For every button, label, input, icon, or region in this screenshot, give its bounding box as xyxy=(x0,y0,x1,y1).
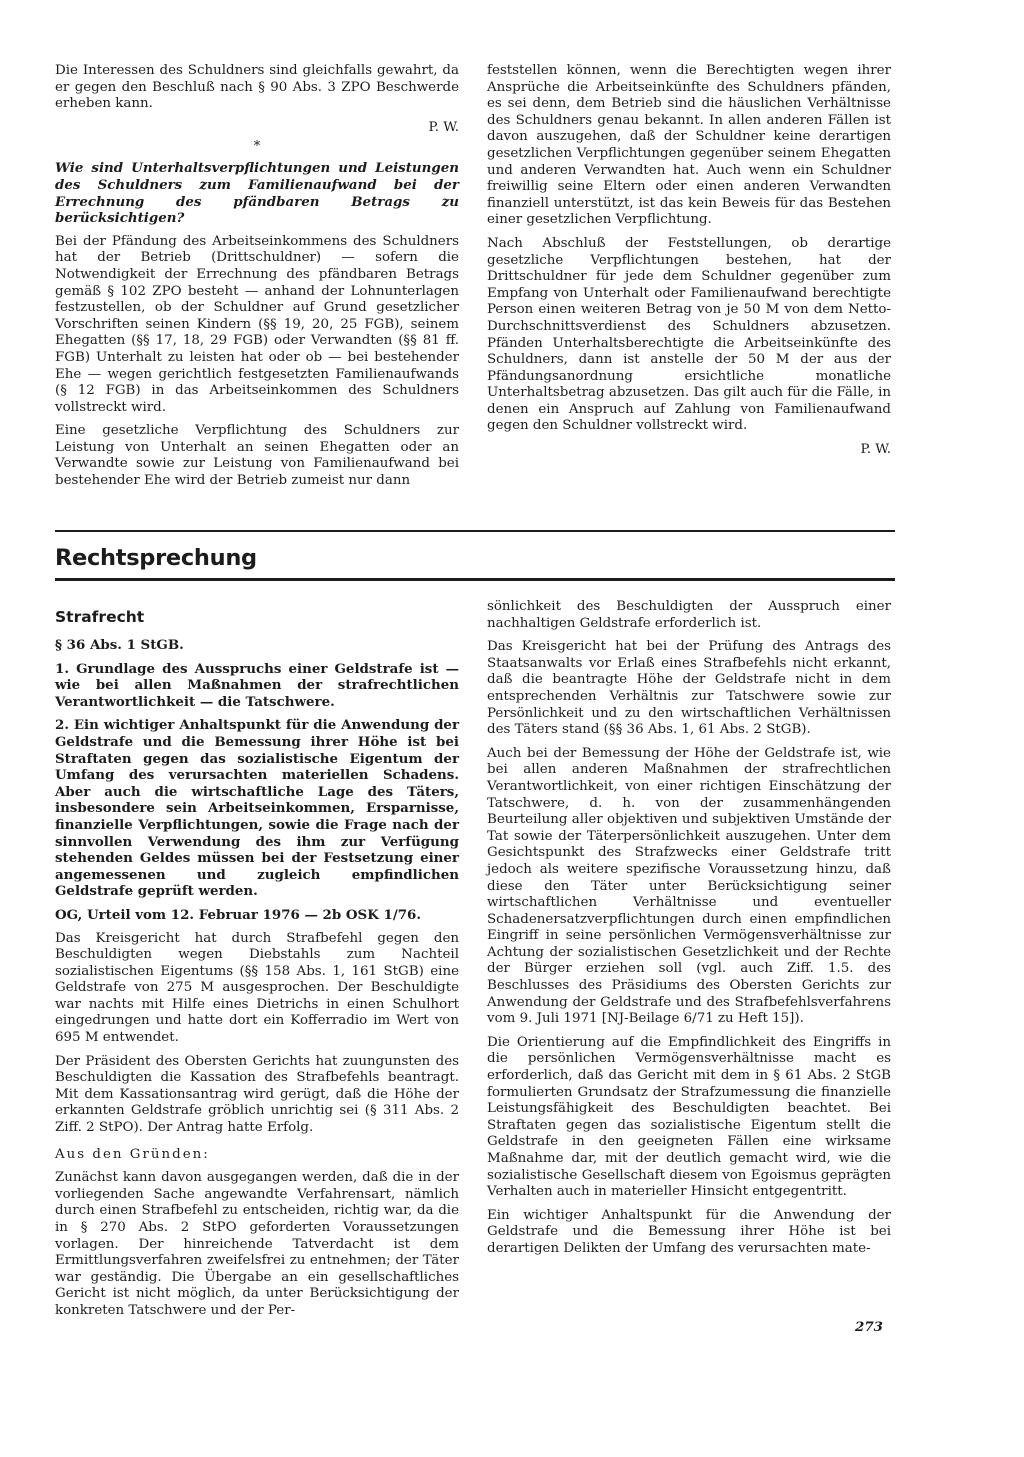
question-heading: Wie sind Unterhaltsverpflichtungen und Leistungen des Schuldners zum Familienaufwand bei der Errechnung des pfändbaren Betrags zu berücksichtigen? xyxy=(55,160,459,227)
statute-reference: § 36 Abs. 1 StGB. xyxy=(55,637,184,653)
paragraph: Der Präsident des Obersten Gerichts hat zuungunsten des Beschuldigten die Kassation des Strafbefehls beantragt. Mit dem Kassationsantrag wird gerügt, daß die Höhe der erkannten Geldstrafe gröblich unrichtig sei (§ 311 Abs. 2 Ziff. 2 StPO). Der Antrag hatte Erfolg. xyxy=(55,1053,459,1136)
paragraph: Die Orientierung auf die Empfindlichkeit des Eingriffs in die persönlichen Vermögensverhältnisse macht es erforderlich, daß das Gericht mit dem in § 61 Abs. 2 StGB formulierten Grundsatz der Strafzumessung die finanzielle Leistungsfähigkeit des Beschuldigten beachtet. Bei Straftaten gegen das sozialistische Eigentum stellt die Geldstrafe in den geeigneten Fällen eine wirksame Maßnahme dar, mit der deutlich gemacht wird, wie die sozialistische Gesellschaft diesem von Egoismus geprägten Verhalten auch in materieller Hinsicht entgegentritt. xyxy=(487,1034,891,1200)
paragraph: Das Kreisgericht hat bei der Prüfung des Antrags des Staatsanwalts vor Erlaß eines Strafbefehls nicht erkannt, daß die beantragte Höhe der Geldstrafe nicht in dem entsprechenden Verhältnis zur Tatschwere sowie zur Persönlichkeit und zu den wirtschaftlichen Verhältnissen des Täters stand (§§ 36 Abs. 1, 61 Abs. 2 StGB). xyxy=(487,639,891,738)
reasons-heading: Aus den Gründen: xyxy=(55,1146,210,1162)
signature: P. W. xyxy=(860,442,891,458)
page-number: 273 xyxy=(855,1319,883,1335)
bottom-right-column xyxy=(487,599,891,1265)
paragraph: Das Kreisgericht hat durch Strafbefehl gegen den Beschuldigten wegen Diebstahls zum Nachteil sozialistischen Eigentums (§§ 158 Abs. 1, 161 StGB) eine Geldstrafe von 275 M ausgesprochen. Der Beschuldigte war nachts mit Hilfe eines Dietrichs in einen Schulhort eingedrungen und hatte dort ein Kofferradio im Wert von 695 M entwendet. xyxy=(55,930,459,1046)
section-rule-top xyxy=(55,530,895,532)
paragraph: Zunächst kann davon ausgegangen werden, daß die in der vorliegenden Sache angewandte Verfahrensart, nämlich durch einen Strafbefehl zu entscheiden, richtig war, da die in § 270 Abs. 2 StPO geforderten Voraussetzungen vorlagen. Der hinreichende Tatverdacht ist dem Ermittlungsverfahren zweifelsfrei zu entnehmen; der Täter war geständig. Die Übergabe an ein gesellschaftliches Gericht ist nicht möglich, da unter Berücksichtigung der konkreten Tatschwere und der Per- xyxy=(55,1170,459,1318)
headnote: 1. Grundlage des Ausspruchs einer Geldstrafe ist — wie bei allen Maßnahmen der strafrechtlichen Verantwortlichkeit — die Tatschwere. xyxy=(55,660,459,710)
paragraph: sönlichkeit des Beschuldigten der Ausspruch einer nachhaltigen Geldstrafe erforderlich ist. xyxy=(487,599,891,631)
paragraph: Die Interessen des Schuldners sind gleichfalls gewahrt, da er gegen den Beschluß nach § 90 Abs. 3 ZPO Beschwerde erheben kann. xyxy=(55,63,459,112)
paragraph: Auch bei der Bemessung der Höhe der Geldstrafe ist, wie bei allen anderen Maßnahmen der strafrechtlichen Verantwortlichkeit, von einer richtigen Einschätzung der Tatschwere, d. h. von der zusammenhängenden Beurteilung aller objektiven und subjektiven Umstände der Tat sowie der Täterpersönlichkeit auszugehen. Unter dem Gesichtspunkt des Strafzwecks einer Geldstrafe tritt jedoch als weitere spezifische Voraussetzung hinzu, daß diese den Täter unter Berücksichtigung seiner wirtschaftlichen Verhältnisse und eventueller Schadenersatzverpflichtungen durch einen empfindlichen Eingriff in seine persönlichen Vermögensverhältnisse zur Achtung der sozialistischen Gesetzlichkeit und der Rechte der Bürger erziehen soll (vgl. auch Ziff. 1.5. des Beschlusses des Präsidiums des Obersten Gerichts zur Anwendung der Geldstrafe und des Strafbefehlsverfahrens vom 9. Juli 1971 [NJ-Beilage 6/71 zu Heft 15]). xyxy=(487,745,891,1027)
paragraph: Eine gesetzliche Verpflichtung des Schuldners zur Leistung von Unterhalt an seinen Ehegatten oder an Verwandte sowie zur Leistung von Familienaufwand bei bestehender Ehe wird der Betrieb zumeist nur dann xyxy=(55,423,459,489)
top-right-column xyxy=(487,63,891,459)
top-left-column xyxy=(55,63,459,497)
paragraph: Bei der Pfändung des Arbeitseinkommens des Schuldners hat der Betrieb (Drittschuldner) — sofern die Notwendigkeit der Errechnung des pfändbaren Betrags gemäß § 102 ZPO besteht — anhand der Lohnunterlagen festzustellen, ob der Schuldner auf Grund gesetzlicher Vorschriften seinen Kindern (§§ 19, 20, 25 FGB), seinem Ehegatten (§§ 17, 18, 29 FGB) oder Verwandten (§§ 81 ff. FGB) Unterhalt zu leisten hat oder ob — bei bestehender Ehe — wegen gerichtlich festgesetzten Familienaufwands (§ 12 FGB) in das Arbeitseinkommen des Schuldners vollstreckt wird. xyxy=(55,233,459,415)
paragraph: feststellen können, wenn die Berechtigten wegen ihrer Ansprüche die Arbeitseinkünfte des Schuldners pfänden, es sei denn, dem Betrieb sind die häuslichen Verhältnisse des Schuldners genau bekannt. In allen anderen Fällen ist davon auszugehen, daß der Schuldner keine derartigen gesetzlichen Verpflichtungen gegenüber seinem Ehegatten und anderen Verwandten hat. Auch wenn ein Schuldner freiwillig seine Eltern oder einen anderen Verwandten finanziell unterstützt, ist das kein Beweis für das Bestehen einer gesetzlichen Verpflichtung. xyxy=(487,63,891,228)
bottom-left-column xyxy=(55,607,459,1327)
section-rule-bottom xyxy=(55,578,895,581)
court-citation: OG, Urteil vom 12. Februar 1976 — 2b OSK 1/76. xyxy=(55,906,422,923)
subsection-title: Strafrecht xyxy=(55,608,145,626)
separator-asterisk: * xyxy=(253,139,261,155)
paragraph: Ein wichtiger Anhaltspunkt für die Anwendung der Geldstrafe und die Bemessung ihrer Höhe ist bei derartigen Delikten der Umfang des verursachten mate- xyxy=(487,1207,891,1256)
headnote: 2. Ein wichtiger Anhaltspunkt für die Anwendung der Geldstrafe und die Bemessung ihrer Höhe ist bei Straftaten gegen das sozialistische Eigentum der Umfang des verursachten materiellen Schadens. Aber auch die wirtschaftliche Lage des Täters, insbesondere sein Arbeitseinkommen, Ersparnisse, finanzielle Verpflichtungen, sowie die Frage nach der sinnvollen Verwendung des ihm zur Verfügung stehenden Geldes müssen bei der Festsetzung einer angemessenen und zugleich empfindlichen Geldstrafe geprüft werden. xyxy=(55,717,459,900)
paragraph: Nach Abschluß der Feststellungen, ob derartige gesetzliche Verpflichtungen bestehen, hat der Drittschuldner für jede dem Schuldner gegenüber zum Empfang von Unterhalt oder Familienaufwand berechtigte Person einen weiteren Betrag von je 50 M von dem Netto-Durchschnittsverdienst des Schuldners abzusetzen. Pfänden Unterhaltsberechtigte die Arbeitseinkünfte des Schuldners, dann ist anstelle der 50 M der aus der Pfändungsanordnung ersichtliche monatliche Unterhaltsbetrag abzusetzen. Das gilt auch für die Fälle, in denen ein Anspruch auf Zahlung von Familienaufwand gegen den Schuldner vollstreckt wird. xyxy=(487,235,891,434)
section-title: Rechtsprechung xyxy=(55,545,257,571)
signature: P. W. xyxy=(428,119,459,135)
